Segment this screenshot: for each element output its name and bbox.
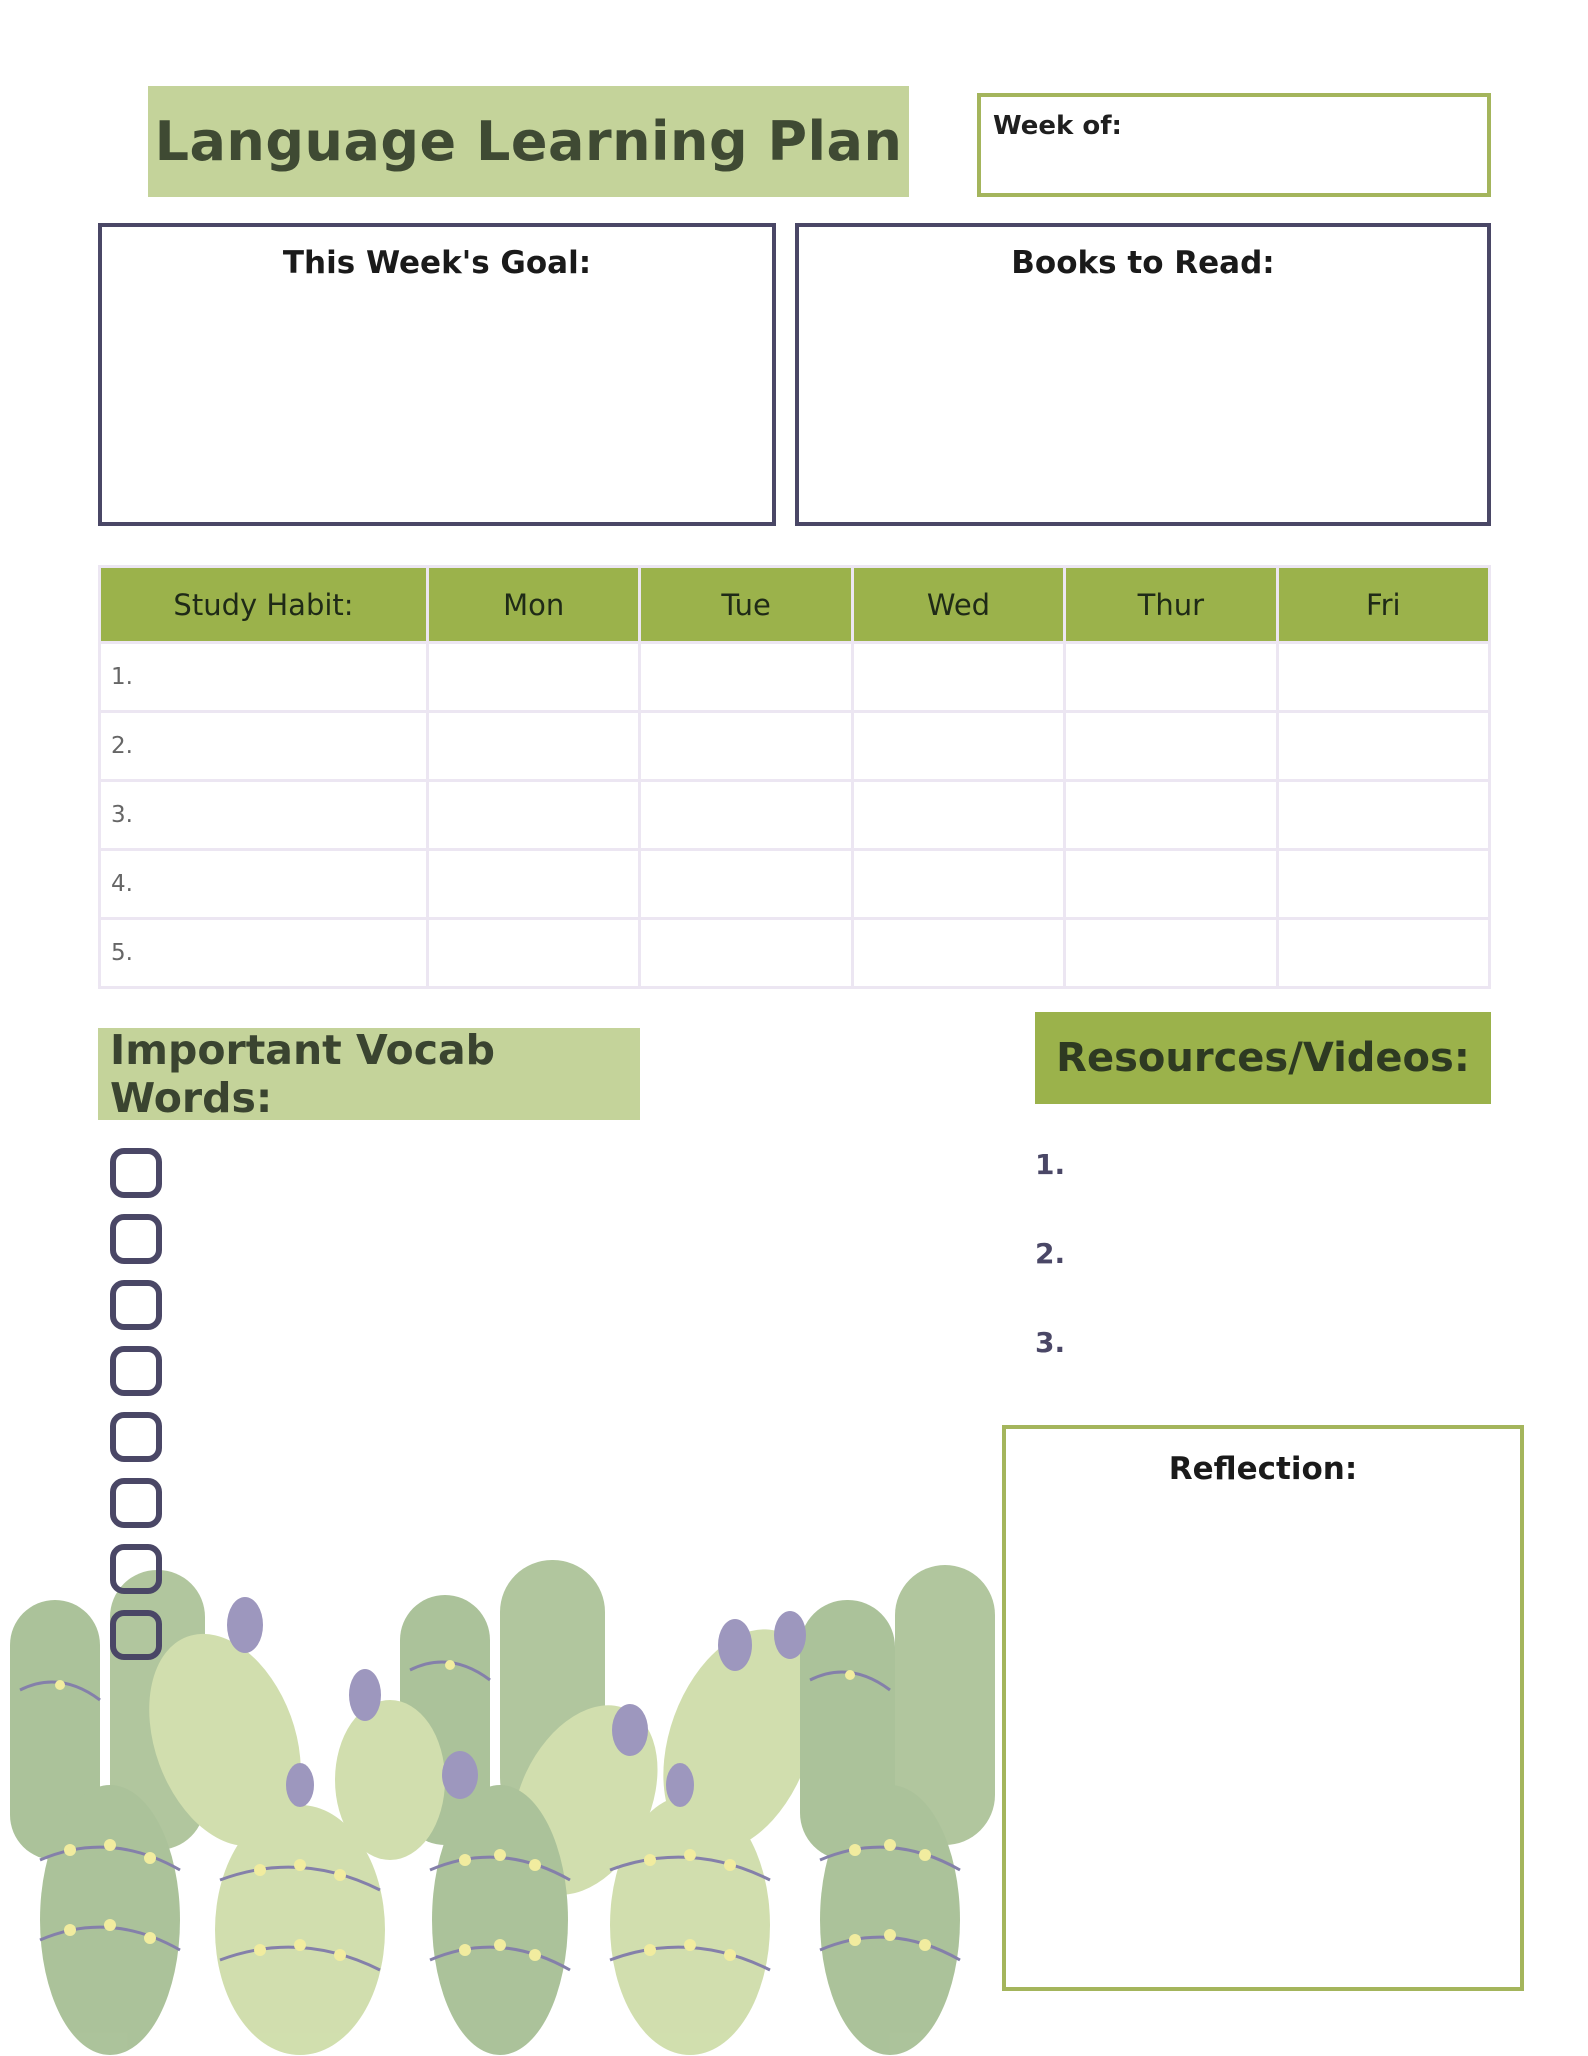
day-cell[interactable] (428, 781, 640, 850)
table-row (100, 919, 1490, 988)
vocab-checkbox[interactable] (110, 1610, 162, 1660)
day-cell[interactable] (852, 643, 1064, 712)
day-cell[interactable] (640, 781, 852, 850)
habit-cell[interactable]: 5. (100, 919, 428, 988)
column-header-fri: Fri (1277, 567, 1489, 643)
goal-label: This Week's Goal: (282, 245, 592, 281)
table-row (100, 643, 1490, 712)
vocab-checkbox[interactable] (110, 1544, 162, 1594)
column-header-wed: Wed (852, 567, 1064, 643)
vocab-checkbox[interactable] (110, 1346, 162, 1396)
page-title: Language Learning Plan (154, 110, 903, 173)
study-habit-table (98, 565, 1491, 989)
habit-cell[interactable]: 4. (100, 850, 428, 919)
resource-item-3[interactable]: 3. (1035, 1326, 1066, 1359)
week-of-field[interactable] (977, 93, 1491, 197)
books-box[interactable] (795, 223, 1491, 526)
day-cell[interactable] (852, 712, 1064, 781)
day-cell[interactable] (852, 781, 1064, 850)
week-of-label: Week of: (993, 111, 1122, 141)
day-cell[interactable] (1065, 850, 1277, 919)
column-header-habit: Study Habit: (100, 567, 428, 643)
day-cell[interactable] (1277, 850, 1489, 919)
day-cell[interactable] (428, 643, 640, 712)
column-header-thur: Thur (1065, 567, 1277, 643)
day-cell[interactable] (1277, 919, 1489, 988)
column-header-tue: Tue (640, 567, 852, 643)
resources-banner (1035, 1012, 1491, 1104)
habit-cell[interactable]: 3. (100, 781, 428, 850)
title-banner (148, 86, 909, 197)
day-cell[interactable] (428, 919, 640, 988)
day-cell[interactable] (852, 919, 1064, 988)
reflection-box[interactable] (1002, 1425, 1524, 1991)
day-cell[interactable] (1065, 919, 1277, 988)
table-row (100, 850, 1490, 919)
reflection-label: Reflection: (1168, 1451, 1358, 1487)
day-cell[interactable] (640, 919, 852, 988)
vocab-checkbox[interactable] (110, 1280, 162, 1330)
day-cell[interactable] (428, 850, 640, 919)
table-row (100, 712, 1490, 781)
day-cell[interactable] (1065, 781, 1277, 850)
day-cell[interactable] (1277, 712, 1489, 781)
habit-cell[interactable]: 1. (100, 643, 428, 712)
day-cell[interactable] (1277, 643, 1489, 712)
vocab-title: Important Vocab Words: (110, 1026, 496, 1122)
day-cell[interactable] (640, 712, 852, 781)
habit-cell[interactable]: 2. (100, 712, 428, 781)
resources-title: Resources/Videos: (1056, 1035, 1470, 1081)
vocab-checkbox[interactable] (110, 1478, 162, 1528)
vocab-checkbox[interactable] (110, 1148, 162, 1198)
day-cell[interactable] (640, 850, 852, 919)
day-cell[interactable] (428, 712, 640, 781)
goal-box[interactable] (98, 223, 776, 526)
day-cell[interactable] (640, 643, 852, 712)
day-cell[interactable] (1065, 712, 1277, 781)
vocab-banner (98, 1028, 640, 1120)
books-label: Books to Read: (1011, 245, 1275, 281)
table-row (100, 781, 1490, 850)
day-cell[interactable] (1277, 781, 1489, 850)
vocab-checkbox[interactable] (110, 1214, 162, 1264)
resource-item-1[interactable]: 1. (1035, 1148, 1066, 1181)
column-header-mon: Mon (428, 567, 640, 643)
day-cell[interactable] (1065, 643, 1277, 712)
table-header-row (100, 567, 1490, 643)
day-cell[interactable] (852, 850, 1064, 919)
vocab-checkbox[interactable] (110, 1412, 162, 1462)
resource-item-2[interactable]: 2. (1035, 1237, 1066, 1270)
